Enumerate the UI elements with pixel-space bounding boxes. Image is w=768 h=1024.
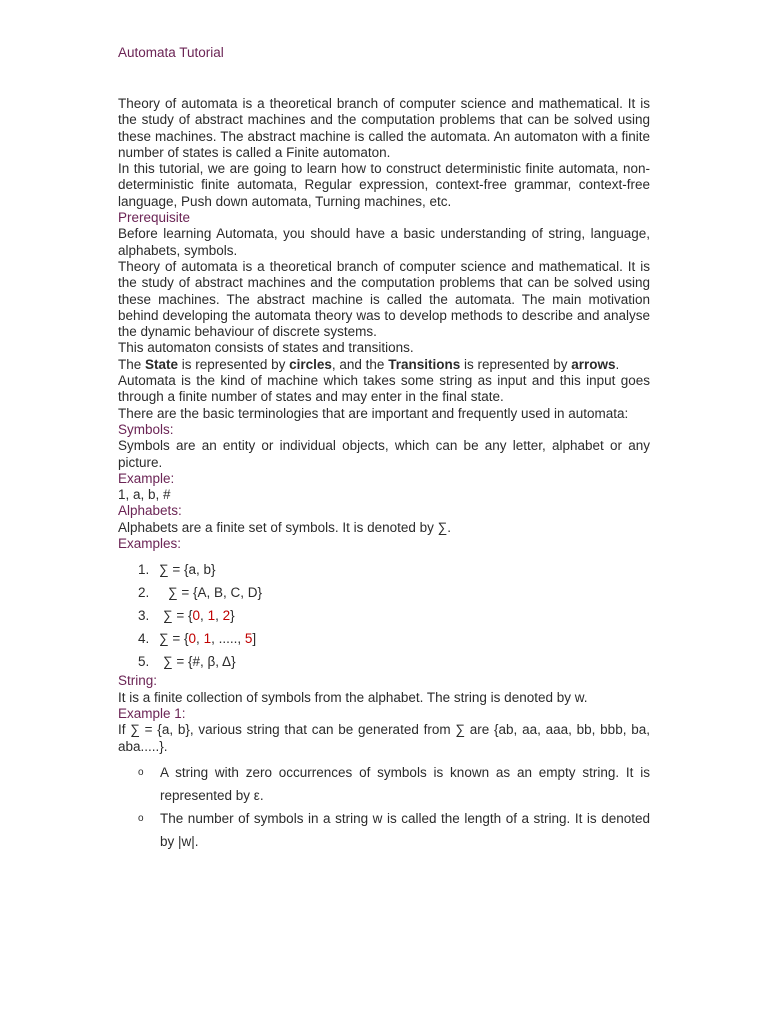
list-item xyxy=(118,604,650,627)
prerequisite-heading: Prerequisite xyxy=(118,210,191,226)
set-value-red: 0 xyxy=(188,631,197,647)
alphabets-heading: Alphabets: xyxy=(118,503,182,519)
p4-arrows-bold: arrows xyxy=(571,356,616,372)
list-item-text xyxy=(159,627,256,650)
list-item-text xyxy=(163,604,235,627)
set-separator: , xyxy=(196,631,204,647)
circle-bullet-icon: o xyxy=(138,766,144,778)
list-item-text: ∑ = {a, b} xyxy=(159,562,216,578)
string-bullet-list xyxy=(118,761,650,853)
symbols-example-heading: Example: xyxy=(118,470,175,486)
list-item-number: 3. xyxy=(138,608,150,624)
alphabets-examples-heading: Examples: xyxy=(118,536,182,552)
p4-text-b: is represented by xyxy=(178,356,290,372)
prerequisite-paragraph-1: Before learning Automata, you should have a basic understanding of string, language, alphabets, symbols. xyxy=(118,226,650,258)
alphabets-paragraph: Alphabets are a finite set of symbols. It is denoted by ∑. xyxy=(118,519,452,535)
prerequisite-paragraph-5: Automata is the kind of machine which takes some string as input and this input goes through a finite number of states and may enter in the final state. xyxy=(118,373,650,405)
p4-transitions-bold: Transitions xyxy=(388,356,461,372)
prerequisite-paragraph-3: This automaton consists of states and transitions. xyxy=(118,340,414,356)
set-value-red: 0 xyxy=(192,608,201,624)
list-item xyxy=(118,807,650,853)
list-item xyxy=(118,581,650,604)
alphabets-examples-list xyxy=(118,558,650,673)
list-item-number: 4. xyxy=(138,631,150,647)
intro-paragraph-1: Theory of automata is a theoretical branch of computer science and mathematical. It is the study of abstract machines and the computation problems that can be solved using these machines. The abstract machine is called the automata. An automaton with a finite number of states is called a Finite automaton. xyxy=(118,96,650,160)
string-example: If ∑ = {a, b}, various string that can be generated from ∑ are {ab, aa, aaa, bb, bbb, ba, aba.....}. xyxy=(118,722,650,754)
symbols-paragraph: Symbols are an entity or individual objects, which can be any letter, alphabet or any picture. xyxy=(118,438,650,470)
set-close: } xyxy=(230,608,235,624)
list-item-text: The number of symbols in a string w is called the length of a string. It is denoted by |w|. xyxy=(160,810,650,849)
string-paragraph: It is a finite collection of symbols from the alphabet. The string is denoted by w. xyxy=(118,689,588,705)
set-value-red: 1 xyxy=(203,631,212,647)
symbols-example: 1, a, b, # xyxy=(118,487,171,503)
p4-text-e: . xyxy=(615,356,620,372)
string-example-heading: Example 1: xyxy=(118,705,186,721)
p4-state-bold: State xyxy=(145,356,179,372)
list-item-number: 2. xyxy=(138,585,150,601)
prerequisite-paragraph-2: Theory of automata is a theoretical branch of computer science and mathematical. It is the study of abstract machines and the computation problems that can be solved using these machines. The abstract machine is called the automata. The main motivation behind developing the automata theory was to develop methods to describe and analyse the dynamic behaviour of discrete systems. xyxy=(118,258,650,340)
list-item-number: 1. xyxy=(138,562,150,578)
string-heading: String: xyxy=(118,673,158,689)
set-close: ] xyxy=(252,631,257,647)
list-item-text: ∑ = {#, β, Δ} xyxy=(163,654,236,670)
set-open: ∑ = { xyxy=(163,608,193,624)
prerequisite-paragraph-6: There are the basic terminologies that are important and frequently used in automata: xyxy=(118,405,629,421)
p4-text-a: The xyxy=(118,356,146,372)
p4-circles-bold: circles xyxy=(289,356,332,372)
set-open: ∑ = { xyxy=(159,631,189,647)
set-separator: , ....., xyxy=(211,631,245,647)
set-separator: , xyxy=(215,608,223,624)
intro-paragraph-2: In this tutorial, we are going to learn how to construct deterministic finite automata, non-deterministic finite automata, Regular expression, context-free grammar, context-free language, Push down automata, Turning machines, etc. xyxy=(118,161,650,209)
set-value-red: 2 xyxy=(222,608,231,624)
document-body xyxy=(118,96,650,853)
prerequisite-paragraph-4 xyxy=(118,357,650,373)
p4-text-c: , and the xyxy=(331,356,389,372)
list-item-number: 5. xyxy=(138,654,150,670)
list-item-text: ∑ = {A, B, C, D} xyxy=(168,585,263,601)
set-value-red: 1 xyxy=(207,608,216,624)
p4-text-d: is represented by xyxy=(460,356,572,372)
symbols-heading: Symbols: xyxy=(118,421,174,437)
list-item xyxy=(118,627,650,650)
circle-bullet-icon: o xyxy=(138,812,144,824)
document-title: Automata Tutorial xyxy=(118,45,224,60)
list-item xyxy=(118,761,650,807)
list-item xyxy=(118,558,650,581)
set-value-red: 5 xyxy=(244,631,253,647)
set-separator: , xyxy=(200,608,208,624)
list-item-text: A string with zero occurrences of symbols is known as an empty string. It is represented by ε. xyxy=(160,764,650,803)
list-item xyxy=(118,650,650,673)
